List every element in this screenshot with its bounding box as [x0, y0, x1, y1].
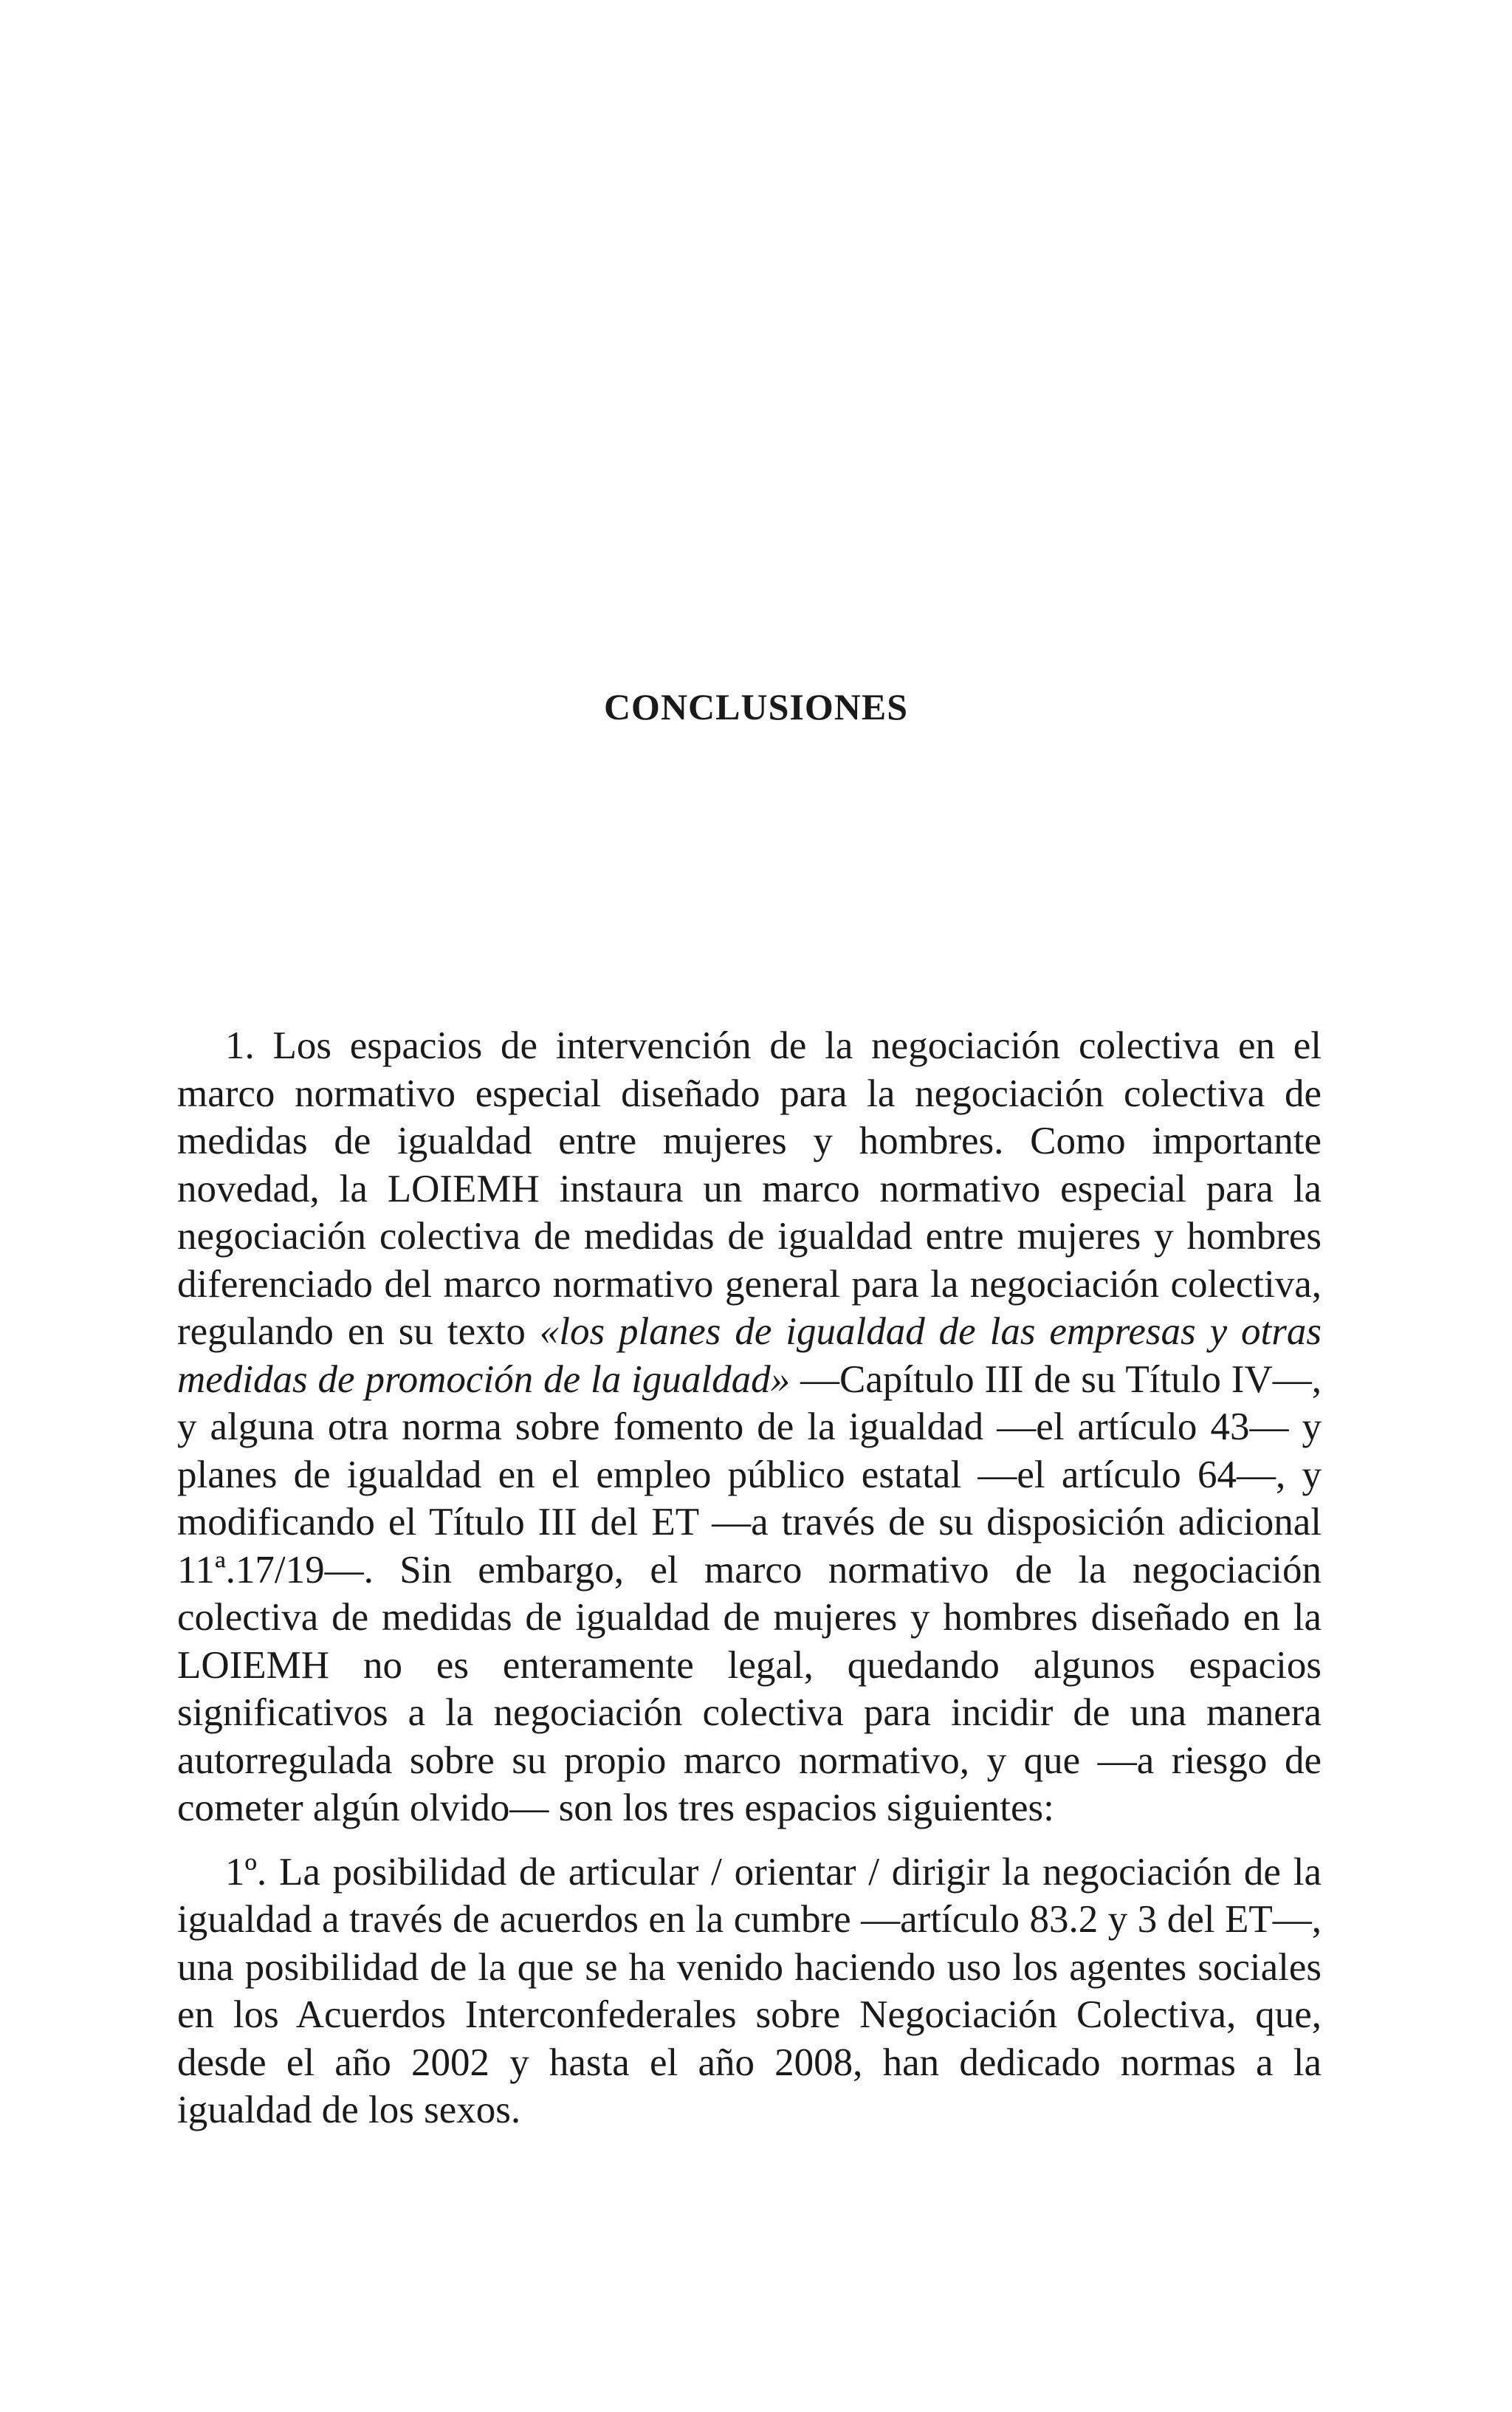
body-text	[177, 1022, 1322, 2134]
paragraph-2	[177, 1849, 1322, 2134]
paragraph-1-text-a: 1. Los espacios de intervención de la negociación colectiva en el marco normativo especial diseñado para la negociación colectiva de medidas de igualdad entre mujeres y hombres. Como importante novedad, la LOIEMH instaura un marco normativo especial para la negociación colectiva de medidas de igualdad entre mujeres y hombres diferenciado del marco normativo general para la negociación colectiva, regulando en su texto	[177, 1024, 1322, 1353]
paragraph-1-italic-quote: «los planes de igualdad de las empresas y otras medidas de promoción de la igualdad»	[177, 1310, 1322, 1401]
paragraph-1-text-b: —Capítulo III de su Título IV—, y alguna otra norma sobre fomento de la igualdad —el artículo 43— y planes de igualdad en el empleo público estatal —el artículo 64—, y modificando el Título III del ET —a través de su disposición adicional 11ª.17/19—. Sin embargo, el marco normativo de la negociación colectiva de medidas de igualdad de mujeres y hombres diseñado en la LOIEMH no es enteramente legal, quedando algunos espacios significativos a la negociación colectiva para incidir de una manera autorregulada sobre su propio marco normativo, y que —a riesgo de cometer algún olvido— son los tres espacios siguientes:	[177, 1357, 1322, 1829]
page-title: CONCLUSIONES	[603, 686, 909, 727]
paragraph-1	[177, 1022, 1322, 1832]
paragraph-2-text: 1º. La posibilidad de articular / orientar / dirigir la negociación de la igualdad a través de acuerdos en la cumbre —artículo 83.2 y 3 del ET—, una posibilidad de la que se ha venido haciendo uso los agentes sociales en los Acuerdos Interconfederales sobre Negociación Colectiva, que, desde el año 2002 y hasta el año 2008, han dedicado normas a la igualdad de los sexos.	[177, 1850, 1322, 2131]
